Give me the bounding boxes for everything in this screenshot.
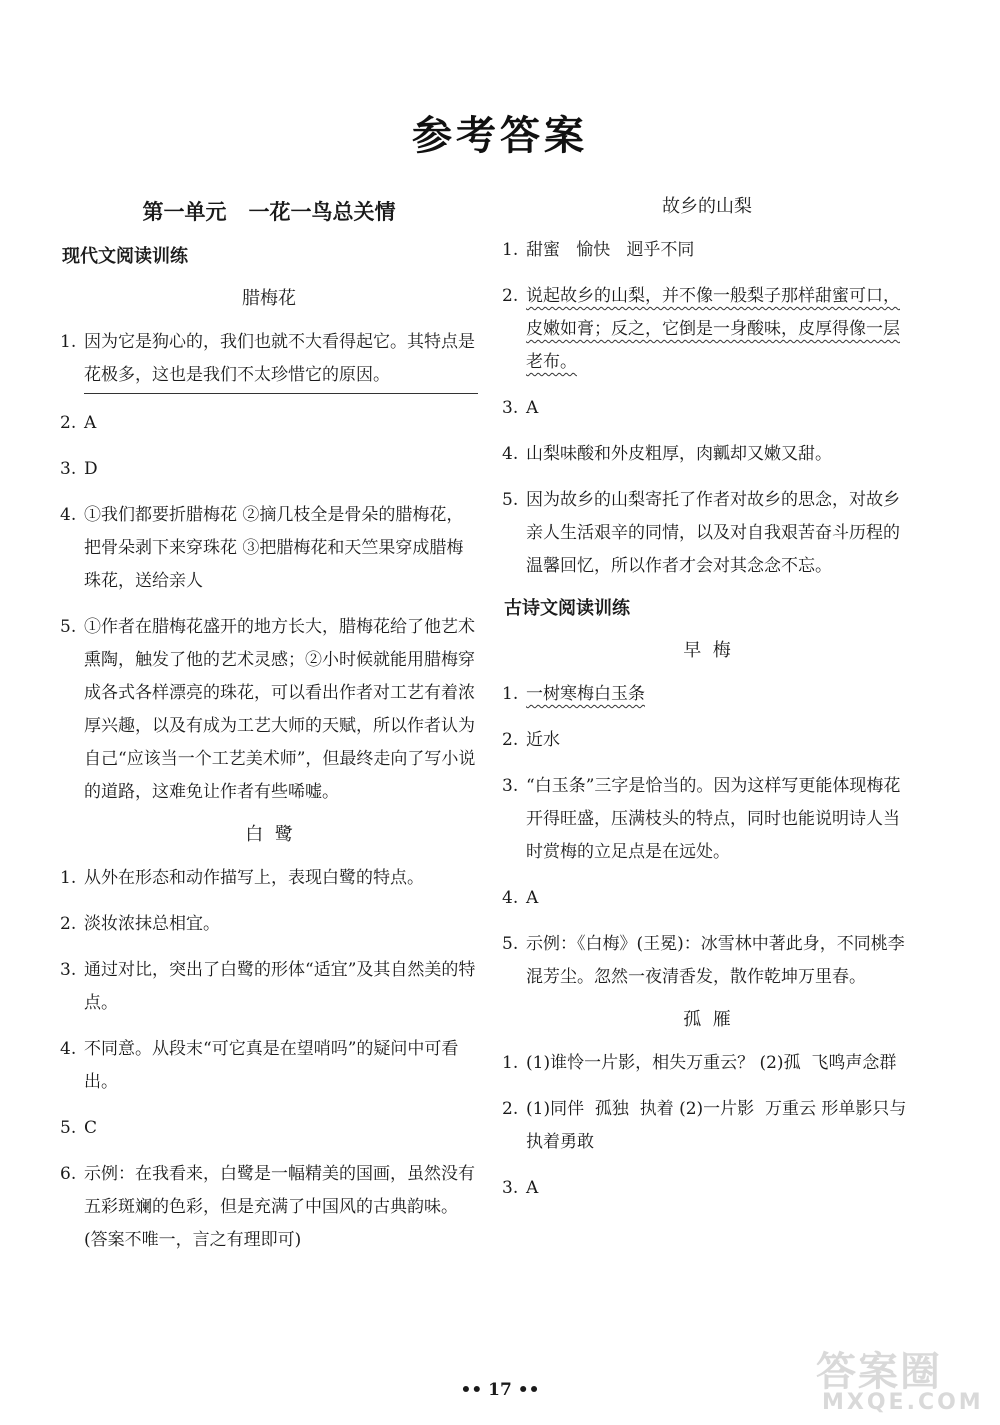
answer-item <box>60 326 478 394</box>
answer-item <box>60 1112 478 1145</box>
answer-text: 不同意。从段末“可它真是在望哨吗”的疑问中可看出。 <box>84 1039 459 1092</box>
unit-title: 第一单元 一花一鸟总关情 <box>142 200 396 224</box>
answer-text: 从外在形态和动作描写上，表现白鹭的特点。 <box>84 868 424 888</box>
answer-item <box>502 484 912 583</box>
article-title-zaomei: 早 梅 <box>683 640 731 661</box>
answer-item <box>502 770 912 869</box>
answer-number: 3. <box>60 960 77 980</box>
answer-text-wavy-underlined: 说起故乡的山梨，并不像一般梨子那样甜蜜可口，皮嫩如膏；反之，它倒是一身酸味，皮厚得像一层老布。 <box>526 286 900 372</box>
article-title-bailu: 白 鹭 <box>245 824 293 845</box>
answer-text: 山梨味酸和外皮粗厚，肉瓤却又嫩又甜。 <box>526 444 832 464</box>
watermark-logo <box>808 1340 994 1420</box>
answer-text-underlined: 因为它是狗心的，我们也就不大看得起它。其特点是花极多，这也是我们不太珍惜它的原因。 <box>84 326 478 394</box>
answer-number: 4. <box>60 1039 77 1059</box>
answer-item <box>502 280 912 379</box>
answer-number: 1. <box>60 868 77 888</box>
section-heading-modern: 现代文阅读训练 <box>62 246 188 267</box>
right-column <box>502 190 912 1218</box>
answer-number: 2. <box>502 286 519 306</box>
answer-text: A <box>526 1178 539 1198</box>
answer-text: ①作者在腊梅花盛开的地方长大，腊梅花给了他艺术熏陶，触发了他的艺术灵感；②小时候就能用腊梅穿成各式各样漂亮的珠花，可以看出作者对工艺有着浓厚兴趣，以及有成为工艺大师的天赋，所以作者认为自己“应该当一个工艺美术师”，但最终走向了写小说的道路，这难免让作者有些唏嘘。 <box>84 617 476 802</box>
answer-item <box>502 882 912 915</box>
answer-text: A <box>526 398 539 418</box>
answer-item <box>502 928 912 994</box>
answer-item <box>502 1172 912 1205</box>
answer-number: 5. <box>60 617 77 637</box>
answer-item <box>60 1158 478 1257</box>
answer-text-wavy-underlined: 一树寒梅白玉条 <box>526 684 645 704</box>
answer-text: (1)同伴 孤独 执着 (2)一片影 万重云 形单影只与执着勇敢 <box>526 1099 907 1152</box>
answer-number: 1. <box>502 684 519 704</box>
answer-text: C <box>84 1118 98 1138</box>
answer-text: “白玉条”三字是恰当的。因为这样写更能体现梅花开得旺盛，压满枝头的特点，同时也能说明诗人当时赏梅的立足点是在远处。 <box>526 776 901 862</box>
answer-number: 2. <box>60 914 77 934</box>
answer-number: 2. <box>60 413 77 433</box>
answer-text: D <box>84 459 98 479</box>
answer-number: 3. <box>502 1178 519 1198</box>
answer-number: 5. <box>60 1118 77 1138</box>
answer-item <box>60 908 478 941</box>
article-title-lameihua: 腊梅花 <box>242 288 296 309</box>
answer-number: 3. <box>60 459 77 479</box>
answer-number: 6. <box>60 1164 77 1184</box>
answer-item <box>60 611 478 809</box>
answer-item <box>502 234 912 267</box>
answer-item <box>502 392 912 425</box>
answer-number: 5. <box>502 934 519 954</box>
answer-number: 5. <box>502 490 519 510</box>
answer-item <box>502 438 912 471</box>
answer-item <box>60 453 478 486</box>
answer-number: 1. <box>502 240 519 260</box>
answer-text: 示例：在我看来，白鹭是一幅精美的国画，虽然没有五彩斑斓的色彩，但是充满了中国风的古典韵味。(答案不唯一，言之有理即可) <box>84 1164 475 1250</box>
watermark-text: 答案圈 <box>816 1349 942 1395</box>
answer-text: 近水 <box>526 730 560 750</box>
answer-item <box>502 1047 912 1080</box>
answer-number: 2. <box>502 1099 519 1119</box>
answer-number: 1. <box>60 332 77 352</box>
answer-text: ①我们都要折腊梅花 ②摘几枝全是骨朵的腊梅花，把骨朵剥下来穿珠花 ③把腊梅花和天竺果穿成腊梅珠花，送给亲人 <box>84 505 464 591</box>
answer-item <box>60 407 478 440</box>
answer-number: 3. <box>502 398 519 418</box>
answer-text: A <box>526 888 539 908</box>
left-column <box>60 190 478 1270</box>
answer-item <box>60 862 478 895</box>
watermark-url: MXQE.COM <box>822 1390 984 1415</box>
article-title-shanli: 故乡的山梨 <box>662 196 752 217</box>
answer-item <box>60 499 478 598</box>
answer-number: 3. <box>502 776 519 796</box>
article-title-guyan: 孤 雁 <box>683 1009 731 1030</box>
answer-item <box>60 954 478 1020</box>
answer-text: 甜蜜 愉快 迥乎不同 <box>526 240 695 260</box>
page-title: 参考答案 <box>412 113 588 159</box>
answer-text: A <box>84 413 97 433</box>
answer-text: 通过对比，突出了白鹭的形体“适宜”及其自然美的特点。 <box>84 960 476 1013</box>
answer-text: 因为故乡的山梨寄托了作者对故乡的思念，对故乡亲人生活艰辛的同情，以及对自我艰苦奋斗历程的温馨回忆，所以作者才会对其念念不忘。 <box>526 490 900 576</box>
answer-text: 淡妆浓抹总相宜。 <box>84 914 220 934</box>
answer-item <box>502 724 912 757</box>
answer-number: 1. <box>502 1053 519 1073</box>
answer-item <box>502 1093 912 1159</box>
answer-text: 示例：《白梅》(王冕)：冰雪林中著此身，不同桃李混芳尘。忽然一夜清香发，散作乾坤万里春。 <box>526 934 905 987</box>
answer-text: (1)谁怜一片影，相失万重云？ (2)孤 飞鸣声念群 <box>526 1053 897 1073</box>
answer-number: 4. <box>502 444 519 464</box>
section-heading-ancient: 古诗文阅读训练 <box>504 598 630 619</box>
page-number: •• 17 •• <box>460 1380 540 1400</box>
answer-item <box>60 1033 478 1099</box>
answer-number: 2. <box>502 730 519 750</box>
answer-item <box>502 678 912 711</box>
answer-number: 4. <box>502 888 519 908</box>
answer-number: 4. <box>60 505 77 525</box>
